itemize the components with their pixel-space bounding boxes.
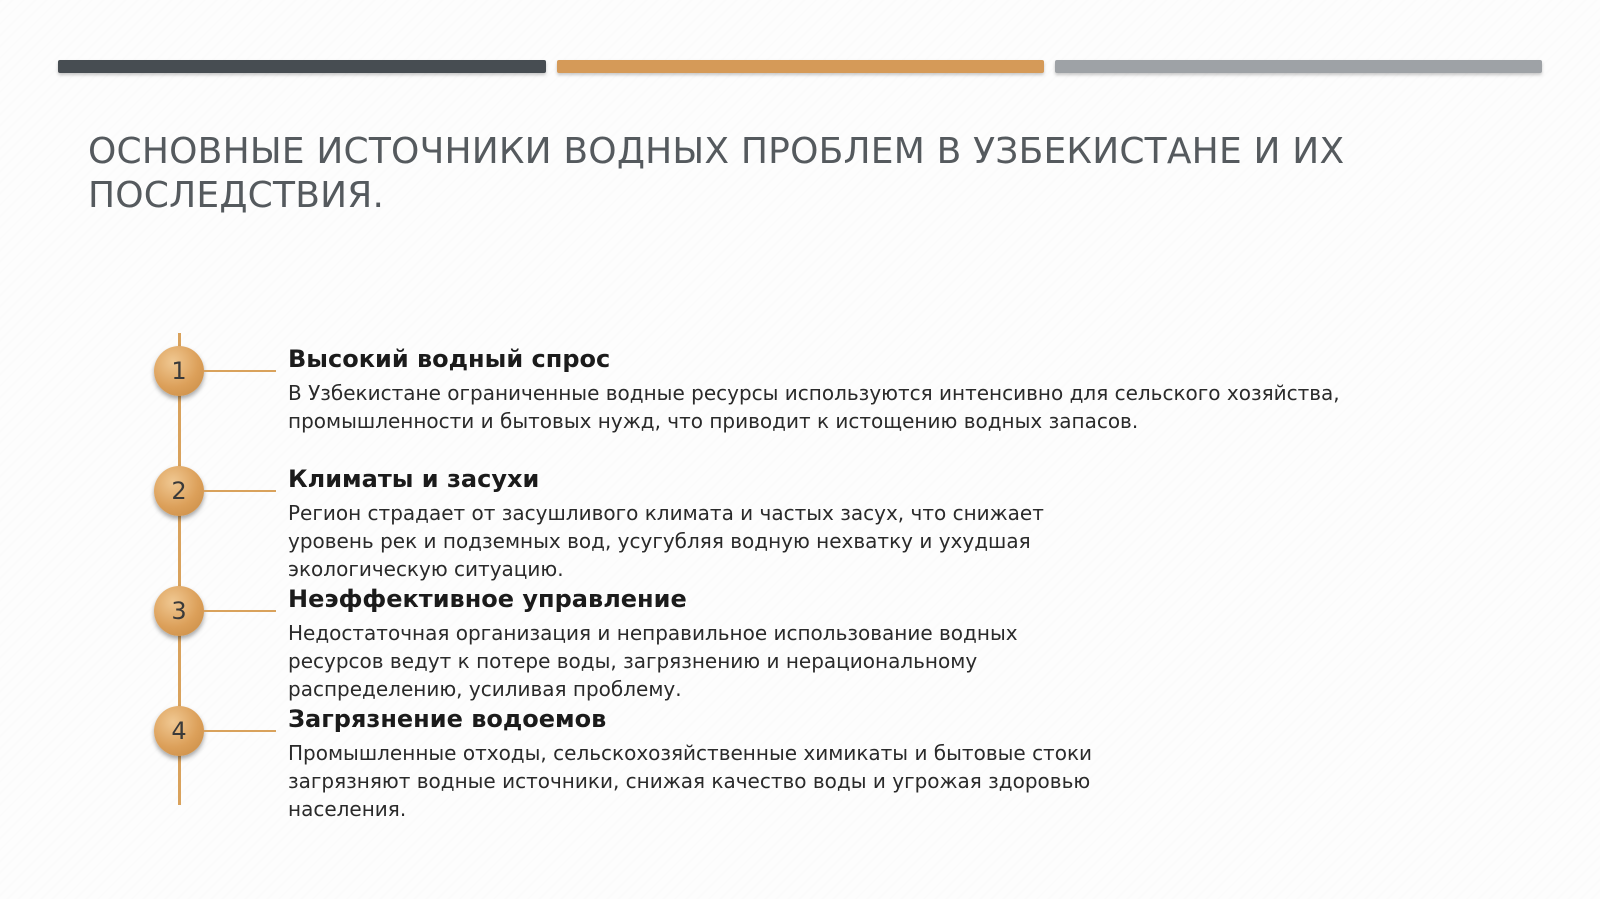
item-text-3: Недостаточная организация и неправильное использование водных ресурсов ведут к потере воды, загрязнению и нерациональному распределению, усиливая проблему. [288,621,1018,701]
timeline-connector-2 [204,490,276,492]
slide-title: ОСНОВНЫЕ ИСТОЧНИКИ ВОДНЫХ ПРОБЛЕМ В УЗБЕКИСТАНЕ И ИХ ПОСЛЕДСТВИЯ. [88,131,1345,216]
timeline-node-3: 3 [154,586,204,636]
item-text-2: Регион страдает от засушливого климата и частых засух, что снижает уровень рек и подземных вод, усугубляя водную нехватку и ухудшая экологическую ситуацию. [288,501,1044,581]
timeline-connector-4 [204,730,276,732]
item-text-1: В Узбекистане ограниченные водные ресурсы используются интенсивно для сельского хозяйства, промышленности и бытовых нужд, что приводит к истощению водных запасов. [288,381,1340,433]
item-heading-1: Высокий водный спрос [288,345,611,373]
item-heading-4: Загрязнение водоемов [288,705,607,733]
timeline-connector-1 [204,370,276,372]
timeline-node-1: 1 [154,346,204,396]
item-text-4: Промышленные отходы, сельскохозяйственные химикаты и бытовые стоки загрязняют водные источники, снижая качество воды и угрожая здоровью населения. [288,741,1093,821]
timeline-connector-3 [204,610,276,612]
decor-bar-light [1055,60,1542,73]
decor-bar-accent [557,60,1044,73]
timeline-node-2: 2 [154,466,204,516]
decor-bar-dark [58,60,546,73]
item-heading-2: Климаты и засухи [288,465,540,493]
timeline-node-4: 4 [154,706,204,756]
item-heading-3: Неэффективное управление [288,585,687,613]
